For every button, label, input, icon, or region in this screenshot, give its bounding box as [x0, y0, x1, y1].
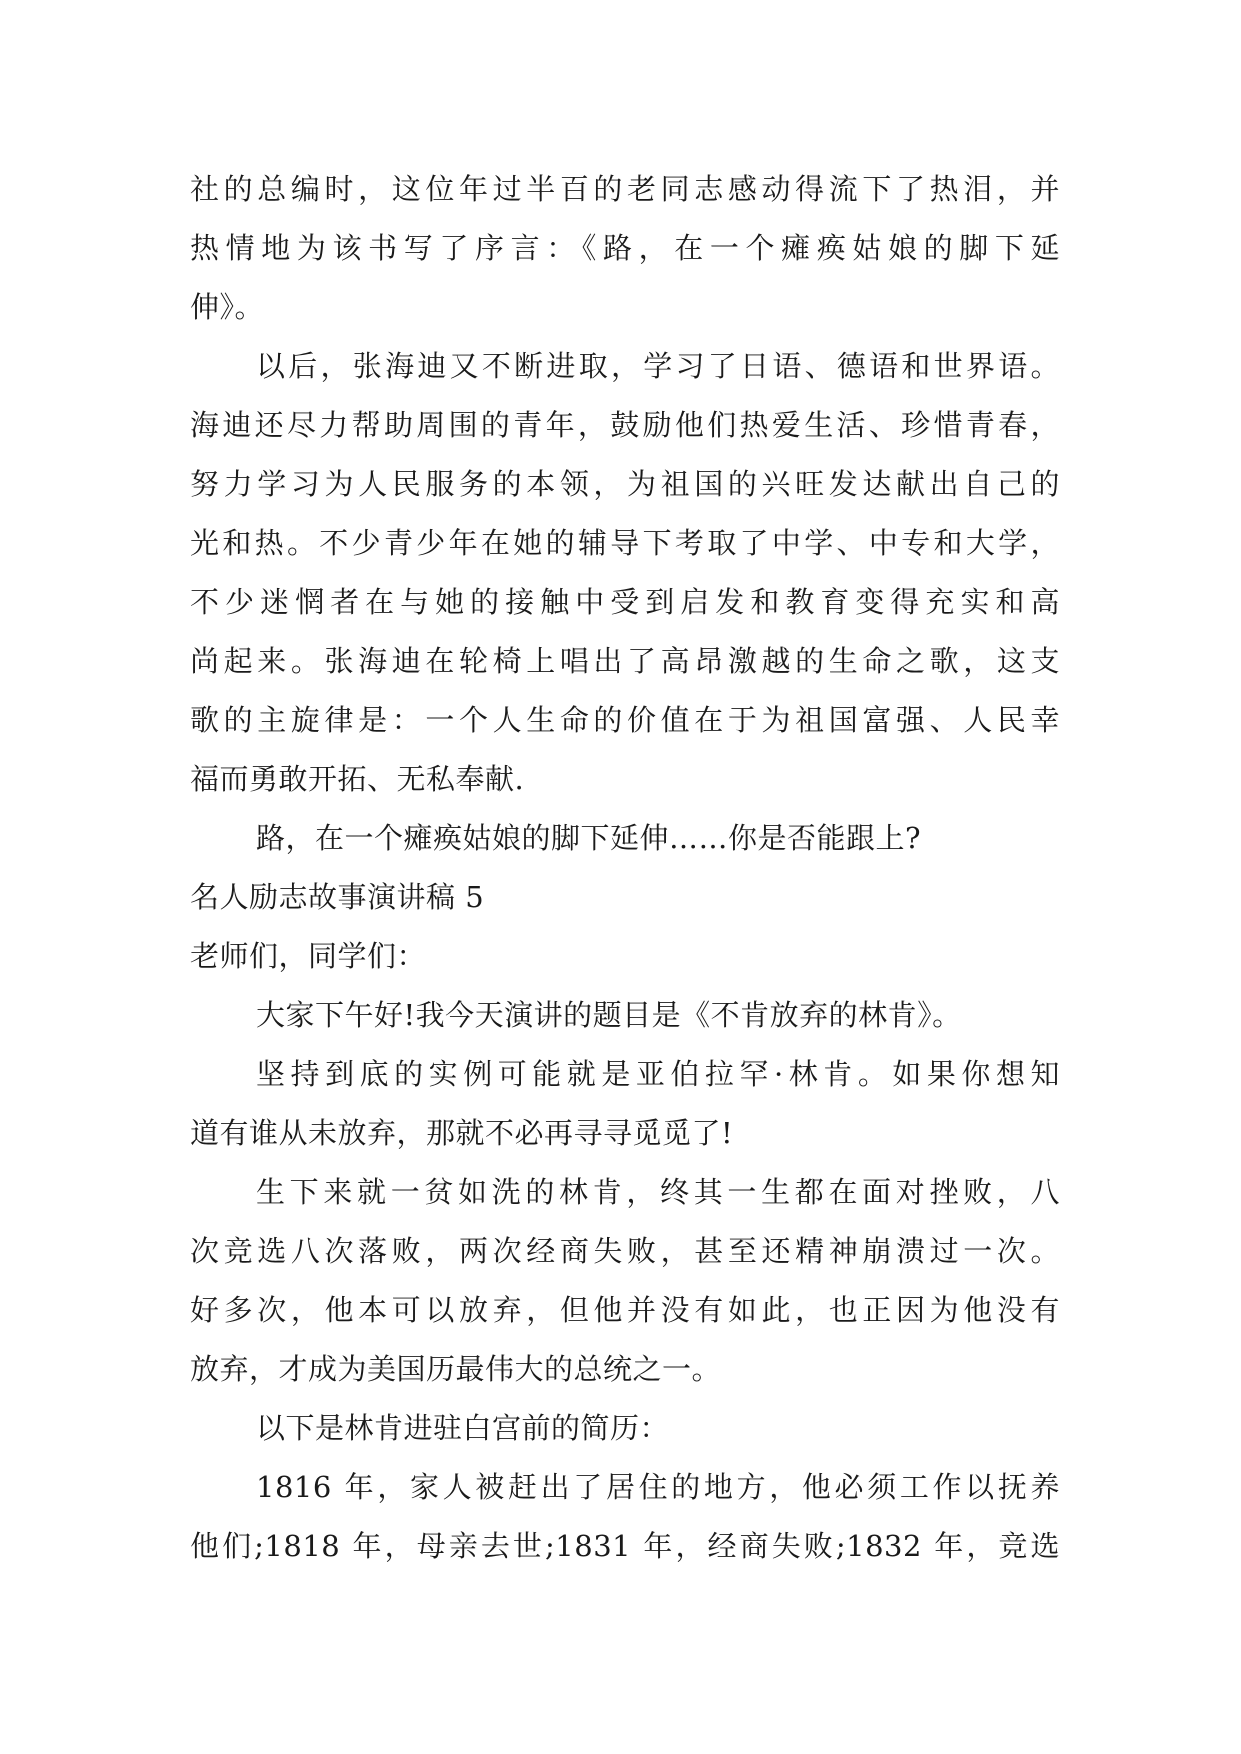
- paragraph-line: 大家下午好!我今天演讲的题目是《不肯放弃的林肯》。: [256, 998, 962, 1032]
- paragraph-line: 生下来就一贫如洗的林肯，终其一生都在面对挫败，八: [256, 1175, 1060, 1209]
- paragraph-line: 伸》。: [190, 290, 265, 324]
- paragraph-line: 好多次，他本可以放弃，但他并没有如此，也正因为他没有: [190, 1293, 1060, 1327]
- paragraph-line: 以下是林肯进驻白宫前的简历：: [256, 1411, 670, 1445]
- paragraph-line: 海迪还尽力帮助周围的青年，鼓励他们热爱生活、珍惜青春，: [190, 408, 1060, 442]
- paragraph-line: 放弃，才成为美国历最伟大的总统之一。: [190, 1352, 722, 1386]
- paragraph-line: 努力学习为人民服务的本领，为祖国的兴旺发达献出自己的: [190, 467, 1060, 501]
- paragraph-line: 不少迷惘者在与她的接触中受到启发和教育变得充实和高: [190, 585, 1060, 619]
- paragraph-line: 福而勇敢开拓、无私奉献.: [190, 762, 525, 796]
- section-heading: 名人励志故事演讲稿 5: [190, 880, 485, 914]
- paragraph-line: 路，在一个瘫痪姑娘的脚下延伸……你是否能跟上?: [256, 821, 922, 855]
- paragraph-line: 他们;1818 年，母亲去世;1831 年，经商失败;1832 年，竞选: [190, 1529, 1060, 1563]
- salutation: 老师们，同学们：: [190, 939, 427, 973]
- paragraph-line: 次竞选八次落败，两次经商失败，甚至还精神崩溃过一次。: [190, 1234, 1060, 1268]
- paragraph-line: 坚持到底的实例可能就是亚伯拉罕·林肯。如果你想知: [256, 1057, 1060, 1091]
- paragraph-line: 社的总编时，这位年过半百的老同志感动得流下了热泪，并: [190, 172, 1060, 206]
- paragraph-line: 尚起来。张海迪在轮椅上唱出了高昂激越的生命之歌，这支: [190, 644, 1060, 678]
- document-body: [190, 160, 1060, 1576]
- paragraph-line: 热情地为该书写了序言：《路，在一个瘫痪姑娘的脚下延: [190, 231, 1060, 265]
- paragraph-line: 以后，张海迪又不断进取，学习了日语、德语和世界语。: [256, 349, 1060, 383]
- paragraph-line: 歌的主旋律是：一个人生命的价值在于为祖国富强、人民幸: [190, 703, 1060, 737]
- paragraph-line: 1816 年，家人被赶出了居住的地方，他必须工作以抚养: [256, 1470, 1060, 1504]
- paragraph-line: 道有谁从未放弃，那就不必再寻寻觅觅了!: [190, 1116, 734, 1150]
- paragraph-line: 光和热。不少青少年在她的辅导下考取了中学、中专和大学，: [190, 526, 1060, 560]
